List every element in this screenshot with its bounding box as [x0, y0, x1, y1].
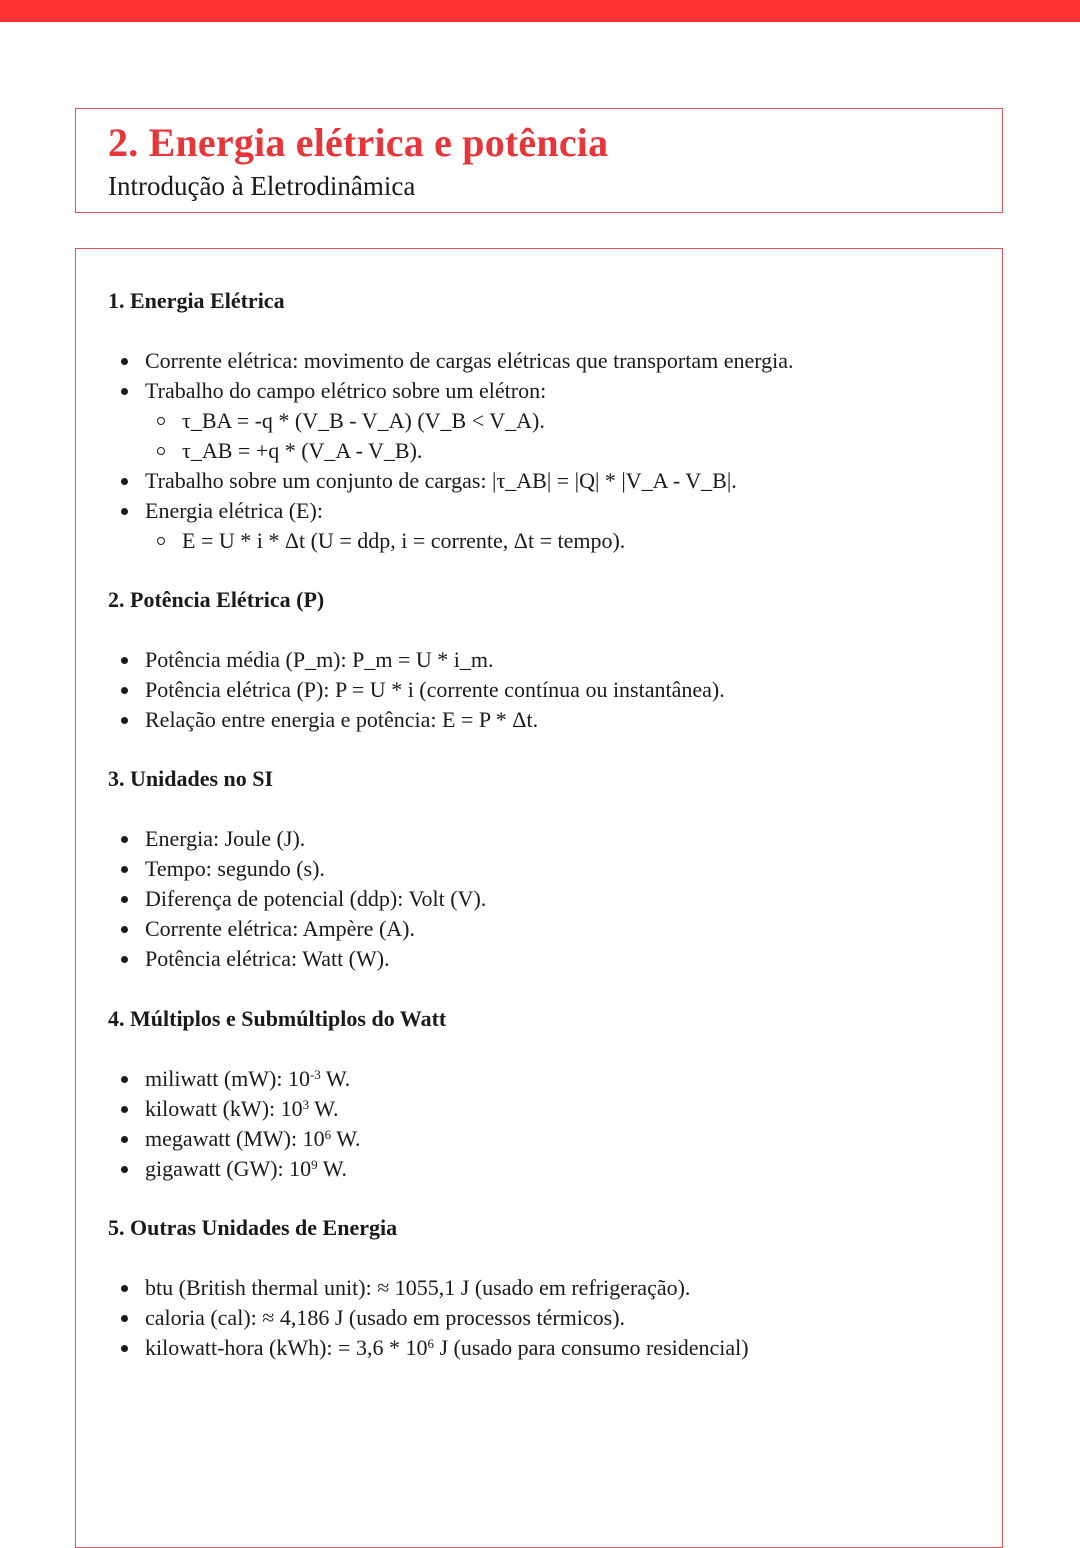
list-item [108, 884, 968, 914]
header-box [75, 108, 1003, 213]
list-item [108, 1124, 968, 1154]
list-item-text: megawatt (MW): 10 [145, 1126, 325, 1151]
bullet-icon [121, 836, 128, 843]
bullet-icon [121, 956, 128, 963]
list-item-text: Diferença de potencial (ddp): Volt (V). [145, 886, 487, 911]
list-item-text: Potência elétrica: Watt (W). [145, 946, 390, 971]
section-heading: 4. Múltiplos e Submúltiplos do Watt [108, 1006, 447, 1031]
bullet-icon [121, 1166, 128, 1173]
list-item-text: Trabalho do campo elétrico sobre um elétron: [145, 378, 547, 403]
list-item-text: τ_BA = -q * (V_B - V_A) (V_B < V_A). [182, 408, 545, 433]
sub-list-item [108, 526, 968, 556]
content-box [75, 248, 1003, 1548]
list-item-text: Energia: Joule (J). [145, 826, 306, 851]
bullet-list [108, 1273, 968, 1363]
list-item [108, 645, 968, 675]
list-item-text: caloria (cal): ≈ 4,186 J (usado em processos térmicos). [145, 1305, 626, 1330]
hollow-bullet-icon [157, 417, 165, 425]
list-item [108, 1064, 968, 1094]
bullet-icon [121, 1285, 128, 1292]
bullet-icon [121, 388, 128, 395]
list-item-text: E = U * i * Δt (U = ddp, i = corrente, Δt = tempo). [182, 528, 626, 553]
bullet-icon [121, 1076, 128, 1083]
list-item [108, 854, 968, 884]
list-item-text: btu (British thermal unit): ≈ 1055,1 J (usado em refrigeração). [145, 1275, 691, 1300]
list-item-text: Relação entre energia e potência: E = P * Δt. [145, 707, 539, 732]
bullet-icon [121, 896, 128, 903]
sub-list-item [108, 436, 968, 466]
section-multiplos-watt [108, 1004, 968, 1184]
section-potencia-eletrica [108, 585, 968, 735]
exponent: 3 [302, 1097, 310, 1112]
bullet-icon [121, 687, 128, 694]
top-accent-bar [0, 0, 1080, 22]
bullet-icon [121, 478, 128, 485]
bullet-list [108, 824, 968, 974]
page-subtitle: Introdução à Eletrodinâmica [108, 171, 416, 201]
list-item-text: Corrente elétrica: movimento de cargas elétricas que transportam energia. [145, 348, 794, 373]
list-item-text: Energia elétrica (E): [145, 498, 323, 523]
list-item [108, 705, 968, 735]
list-item [108, 1303, 968, 1333]
list-item [108, 944, 968, 974]
list-item [108, 1094, 968, 1124]
list-item-text: W. [320, 1066, 351, 1091]
list-item [108, 675, 968, 705]
list-item-text: τ_AB = +q * (V_A - V_B). [182, 438, 423, 463]
list-item [108, 1273, 968, 1303]
list-item-text: W. [331, 1126, 361, 1151]
exponent: -3 [309, 1067, 321, 1082]
list-item [108, 466, 968, 496]
list-item-text: Potência elétrica (P): P = U * i (corrente contínua ou instantânea). [145, 677, 725, 702]
bullet-icon [121, 657, 128, 664]
list-item-text: Tempo: segundo (s). [145, 856, 325, 881]
list-item-text: J (usado para consumo residencial) [433, 1335, 749, 1360]
list-item-text: Potência média (P_m): P_m = U * i_m. [145, 647, 494, 672]
bullet-list [108, 645, 968, 735]
bullet-icon [121, 1315, 128, 1322]
hollow-bullet-icon [157, 447, 165, 455]
bullet-icon [121, 358, 128, 365]
list-item-text: kilowatt-hora (kWh): = 3,6 * 10 [145, 1335, 428, 1360]
section-outras-unidades [108, 1213, 968, 1363]
list-item [108, 346, 968, 376]
bullet-list [108, 1064, 968, 1184]
list-item [108, 376, 968, 406]
bullet-icon [121, 926, 128, 933]
exponent: 6 [324, 1127, 332, 1142]
section-heading: 2. Potência Elétrica (P) [108, 587, 325, 612]
list-item-text: W. [317, 1156, 348, 1181]
hollow-bullet-icon [157, 537, 165, 545]
section-heading: 3. Unidades no SI [108, 766, 274, 791]
section-heading: 1. Energia Elétrica [108, 288, 285, 313]
sub-list-item [108, 406, 968, 436]
section-unidades-si [108, 764, 968, 974]
bullet-icon [121, 1106, 128, 1113]
bullet-icon [121, 1136, 128, 1143]
exponent: 6 [427, 1336, 434, 1351]
list-item-text: miliwatt (mW): 10 [145, 1066, 310, 1091]
bullet-icon [121, 866, 128, 873]
list-item [108, 824, 968, 854]
bullet-list [108, 346, 968, 556]
bullet-icon [121, 1345, 128, 1352]
bullet-icon [121, 508, 128, 515]
list-item [108, 496, 968, 526]
list-item-text: gigawatt (GW): 10 [145, 1156, 312, 1181]
exponent: 9 [311, 1157, 318, 1172]
list-item-text: Trabalho sobre um conjunto de cargas: |τ_AB| = |Q| * |V_A - V_B|. [145, 468, 737, 493]
section-energia-eletrica [108, 286, 968, 556]
list-item [108, 1154, 968, 1184]
page-title: 2. Energia elétrica e potência [108, 120, 609, 165]
list-item-text: W. [309, 1096, 339, 1121]
list-item-text: Corrente elétrica: Ampère (A). [145, 916, 415, 941]
list-item [108, 1333, 968, 1363]
section-heading: 5. Outras Unidades de Energia [108, 1215, 398, 1240]
list-item-text: kilowatt (kW): 10 [145, 1096, 303, 1121]
bullet-icon [121, 717, 128, 724]
list-item [108, 914, 968, 944]
